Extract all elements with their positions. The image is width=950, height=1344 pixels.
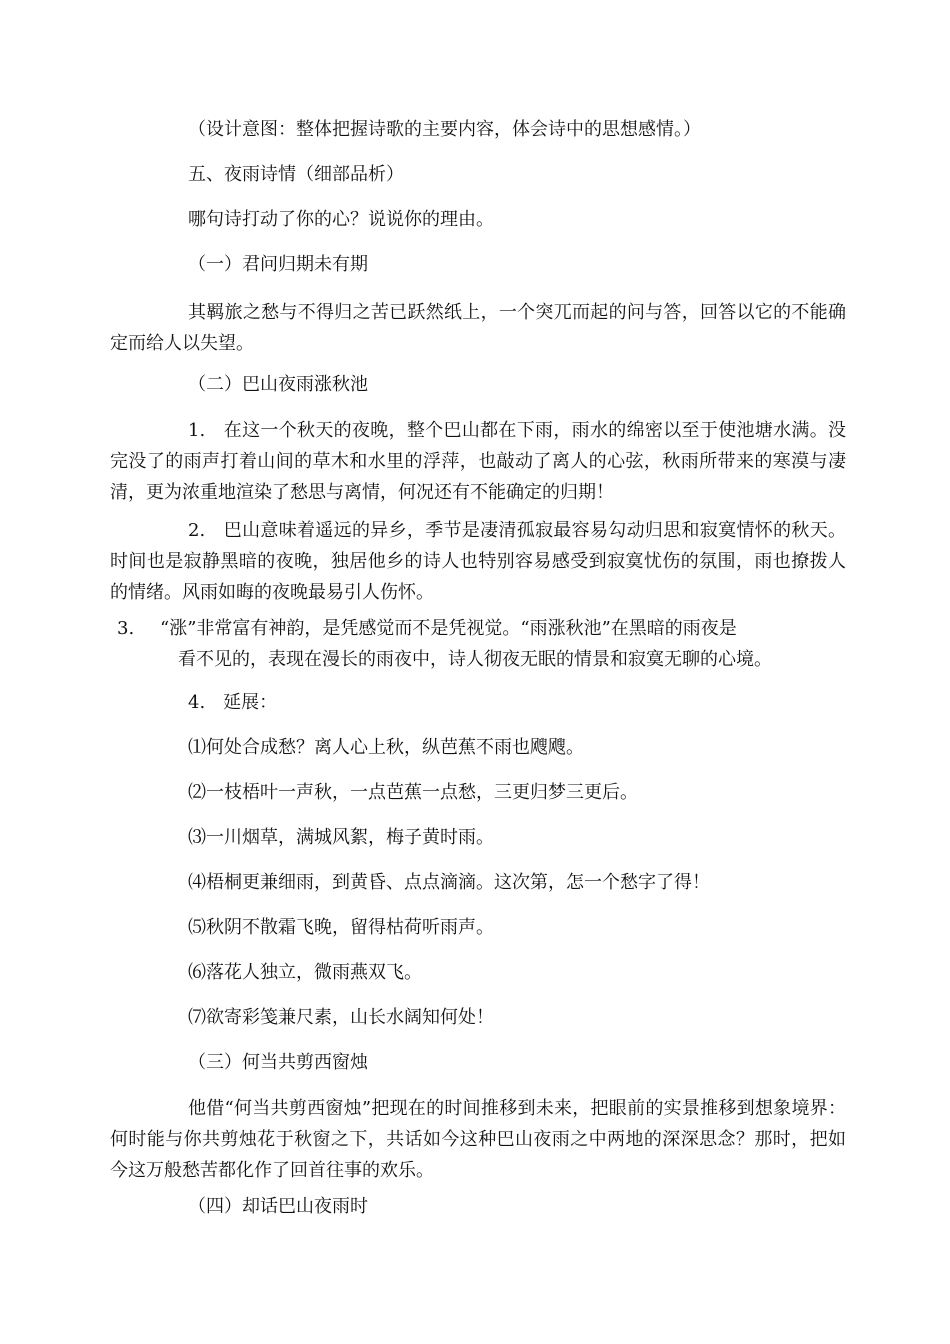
section-heading: 五、夜雨诗情（细部品析） (188, 164, 404, 185)
guiding-question: 哪句诗打动了你的心？说说你的理由。 (188, 209, 494, 230)
subsection-3-body: 他借“何当共剪西窗烛”把现在的时间推移到未来，把眼前的实景推移到想象境界：何时能与你共剪烛花于秋窗之下，共话如今这种巴山夜雨之中两地的深深思念？那时，把如今这万般愁苦都化作了回首往事的欢乐。 (110, 1098, 846, 1181)
extension-line: ⑴何处合成愁？离人心上秋，纵芭蕉不雨也飕飕。 (188, 737, 584, 758)
analysis-item-4: 4. 延展： (188, 692, 278, 713)
design-intent-note: （设计意图：整体把握诗歌的主要内容，体会诗中的思想感情。） (188, 119, 701, 140)
subsection-heading-3: （三）何当共剪西窗烛 (188, 1052, 368, 1073)
analysis-item-3-line-1: “涨”非常富有神韵，是凭感觉而不是凭视觉。“雨涨秋池”在黑暗的雨夜是 (160, 618, 737, 639)
analysis-item-3-line-2: 看不见的，表现在漫长的雨夜中，诗人彻夜无眠的情景和寂寞无聊的心境。 (178, 649, 772, 670)
extension-line: ⑵一枝梧叶一声秋，一点芭蕉一点愁，三更归梦三更后。 (188, 782, 638, 803)
subsection-heading-2: （二）巴山夜雨涨秋池 (188, 374, 368, 395)
subsection-1-body: 其羁旅之愁与不得归之苦已跃然纸上，一个突兀而起的问与答，回答以它的不能确定而给人以失望。 (110, 302, 846, 354)
extension-line: ⑷梧桐更兼细雨，到黄昏、点点滴滴。这次第，怎一个愁字了得！ (188, 872, 710, 893)
analysis-item-1: 1. 在这一个秋天的夜晚，整个巴山都在下雨，雨水的绵密以至于使池塘水满。没完没了的雨声打着山间的草木和水里的浮萍，也敲动了离人的心弦，秋雨所带来的寒漠与凄清，更为浓重地渲染了愁思与离情，何况还有不能确定的归期！ (110, 420, 846, 503)
analysis-item-2: 2. 巴山意味着遥远的异乡，季节是凄清孤寂最容易勾动归思和寂寞情怀的秋天。时间也是寂静黑暗的夜晚，独居他乡的诗人也特别容易感受到寂寞忧伤的氛围，雨也撩拨人的情绪。风雨如晦的夜晚最易引人伤怀。 (110, 520, 846, 603)
extension-line: ⑺欲寄彩笺兼尺素，山长水阔知何处！ (188, 1007, 494, 1028)
subsection-heading-4: （四）却话巴山夜雨时 (188, 1196, 368, 1217)
subsection-heading-1: （一）君问归期未有期 (188, 254, 368, 275)
extension-line: ⑶一川烟草，满城风絮，梅子黄时雨。 (188, 827, 494, 848)
analysis-item-3-number: 3. (117, 618, 135, 639)
extension-line: ⑹落花人独立，微雨燕双飞。 (188, 962, 422, 983)
extension-line: ⑸秋阴不散霜飞晚，留得枯荷听雨声。 (188, 917, 494, 938)
